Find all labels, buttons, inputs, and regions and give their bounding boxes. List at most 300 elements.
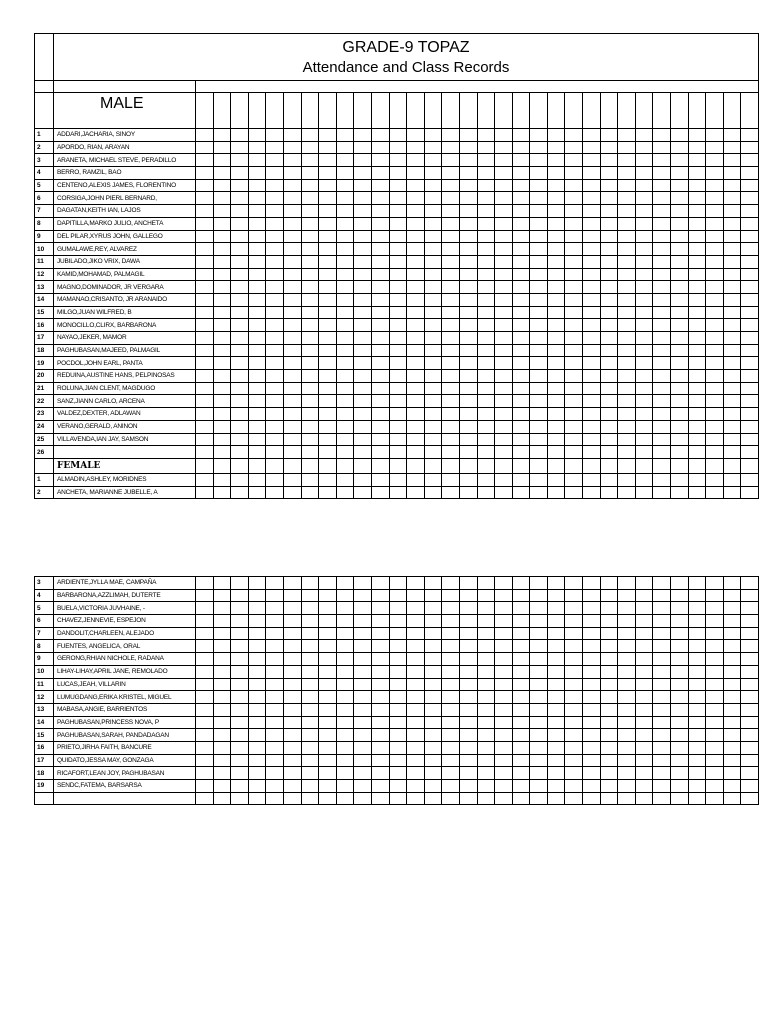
attendance-cell — [688, 370, 706, 383]
attendance-cell — [407, 577, 425, 590]
attendance-cell — [319, 640, 337, 653]
attendance-cell — [336, 486, 354, 499]
attendance-cell — [354, 741, 372, 754]
attendance-cell — [671, 395, 689, 408]
attendance-cell — [196, 129, 214, 142]
attendance-cell — [741, 370, 759, 383]
attendance-cell — [196, 408, 214, 421]
attendance-cell — [231, 729, 249, 742]
attendance-cell — [741, 344, 759, 357]
attendance-cell — [231, 167, 249, 180]
attendance-cell — [635, 293, 653, 306]
attendance-cell — [477, 93, 495, 129]
attendance-cell — [389, 473, 407, 486]
attendance-cell — [477, 293, 495, 306]
attendance-cell — [547, 268, 565, 281]
student-name: VERANO,GERALD, ANINON — [54, 420, 196, 433]
attendance-cell — [477, 729, 495, 742]
student-name: ADDARI,JACHARIA, SINOY — [54, 129, 196, 142]
male-section-label: MALE — [54, 93, 196, 129]
attendance-cell — [424, 357, 442, 370]
attendance-cell — [635, 395, 653, 408]
student-number: 26 — [35, 446, 54, 459]
student-number: 5 — [35, 179, 54, 192]
attendance-cell — [706, 382, 724, 395]
attendance-cell — [213, 230, 231, 243]
attendance-cell — [495, 486, 513, 499]
attendance-cell — [688, 602, 706, 615]
attendance-cell — [723, 344, 741, 357]
attendance-cell — [723, 370, 741, 383]
attendance-cell — [371, 446, 389, 459]
attendance-cell — [512, 741, 530, 754]
student-number: 3 — [35, 154, 54, 167]
attendance-cell — [477, 357, 495, 370]
attendance-cell — [319, 627, 337, 640]
attendance-cell — [266, 420, 284, 433]
attendance-cell — [741, 281, 759, 294]
attendance-cell — [407, 306, 425, 319]
attendance-cell — [530, 767, 548, 780]
attendance-cell — [477, 205, 495, 218]
sheet-title: GRADE-9 TOPAZ — [342, 38, 470, 56]
attendance-cell — [213, 602, 231, 615]
attendance-cell — [424, 243, 442, 256]
attendance-cell — [371, 741, 389, 754]
attendance-cell — [301, 268, 319, 281]
attendance-cell — [618, 382, 636, 395]
attendance-cell — [336, 640, 354, 653]
attendance-cell — [495, 217, 513, 230]
attendance-cell — [354, 408, 372, 421]
attendance-cell — [424, 154, 442, 167]
attendance-cell — [213, 754, 231, 767]
attendance-cell — [213, 589, 231, 602]
attendance-cell — [336, 703, 354, 716]
attendance-cell — [283, 458, 301, 473]
attendance-cell — [547, 382, 565, 395]
attendance-cell — [565, 370, 583, 383]
attendance-cell — [442, 357, 460, 370]
attendance-cell — [547, 716, 565, 729]
attendance-cell — [512, 716, 530, 729]
attendance-cell — [319, 217, 337, 230]
attendance-cell — [618, 741, 636, 754]
attendance-cell — [547, 486, 565, 499]
attendance-cell — [389, 691, 407, 704]
attendance-cell — [248, 446, 266, 459]
attendance-cell — [424, 395, 442, 408]
attendance-cell — [459, 703, 477, 716]
student-number: 22 — [35, 395, 54, 408]
attendance-cell — [354, 93, 372, 129]
attendance-cell — [213, 486, 231, 499]
attendance-cell — [283, 179, 301, 192]
attendance-cell — [442, 678, 460, 691]
attendance-cell — [495, 729, 513, 742]
attendance-cell — [371, 344, 389, 357]
attendance-cell — [266, 268, 284, 281]
attendance-cell — [319, 433, 337, 446]
attendance-cell — [477, 780, 495, 793]
attendance-cell — [371, 577, 389, 590]
attendance-cell — [653, 691, 671, 704]
attendance-cell — [530, 640, 548, 653]
attendance-cell — [635, 640, 653, 653]
attendance-cell — [477, 154, 495, 167]
attendance-cell — [635, 205, 653, 218]
attendance-cell — [336, 167, 354, 180]
attendance-cell — [583, 370, 601, 383]
attendance-cell — [231, 255, 249, 268]
attendance-cell — [231, 408, 249, 421]
student-number: 18 — [35, 344, 54, 357]
attendance-cell — [706, 357, 724, 370]
attendance-cell — [688, 741, 706, 754]
attendance-cell — [266, 281, 284, 294]
attendance-cell — [196, 589, 214, 602]
attendance-cell — [741, 255, 759, 268]
attendance-cell — [583, 627, 601, 640]
attendance-cell — [495, 243, 513, 256]
attendance-cell — [547, 408, 565, 421]
student-name: QUIDATO,JESSA MAY, GONZAGA — [54, 754, 196, 767]
attendance-cell — [653, 678, 671, 691]
attendance-cell — [196, 602, 214, 615]
student-row — [35, 486, 759, 499]
attendance-cell — [653, 141, 671, 154]
attendance-cell — [741, 179, 759, 192]
attendance-cell — [424, 255, 442, 268]
attendance-cell — [424, 230, 442, 243]
attendance-cell — [196, 243, 214, 256]
attendance-cell — [442, 716, 460, 729]
attendance-cell — [336, 433, 354, 446]
student-name: ROLUNA,JIAN CLENT, MAGDUGO — [54, 382, 196, 395]
blank-cell — [495, 792, 513, 805]
attendance-cell — [512, 268, 530, 281]
attendance-cell — [618, 205, 636, 218]
attendance-cell — [741, 767, 759, 780]
attendance-cell — [319, 230, 337, 243]
student-row — [35, 268, 759, 281]
attendance-cell — [301, 703, 319, 716]
attendance-cell — [354, 433, 372, 446]
attendance-cell — [547, 192, 565, 205]
attendance-cell — [741, 293, 759, 306]
attendance-cell — [213, 382, 231, 395]
attendance-cell — [583, 217, 601, 230]
attendance-cell — [459, 332, 477, 345]
attendance-cell — [618, 306, 636, 319]
attendance-cell — [512, 665, 530, 678]
attendance-cell — [600, 357, 618, 370]
attendance-cell — [618, 780, 636, 793]
attendance-cell — [565, 486, 583, 499]
attendance-cell — [231, 332, 249, 345]
blank-cell — [35, 81, 54, 93]
student-row — [35, 370, 759, 383]
attendance-cell — [671, 589, 689, 602]
attendance-cell — [248, 408, 266, 421]
attendance-cell — [583, 703, 601, 716]
student-number: 8 — [35, 640, 54, 653]
attendance-cell — [389, 754, 407, 767]
attendance-cell — [688, 230, 706, 243]
attendance-cell — [512, 729, 530, 742]
attendance-cell — [266, 716, 284, 729]
attendance-cell — [547, 93, 565, 129]
attendance-cell — [266, 678, 284, 691]
attendance-cell — [635, 179, 653, 192]
attendance-cell — [688, 319, 706, 332]
attendance-cell — [723, 729, 741, 742]
attendance-cell — [706, 754, 724, 767]
attendance-cell — [213, 154, 231, 167]
attendance-cell — [495, 458, 513, 473]
attendance-cell — [583, 141, 601, 154]
attendance-cell — [196, 382, 214, 395]
blank-cell — [266, 792, 284, 805]
attendance-cell — [512, 154, 530, 167]
attendance-cell — [688, 486, 706, 499]
attendance-cell — [671, 458, 689, 473]
attendance-cell — [336, 408, 354, 421]
attendance-cell — [653, 357, 671, 370]
attendance-cell — [688, 395, 706, 408]
student-name: FUENTES, ANGELICA, ORAL — [54, 640, 196, 653]
student-row — [35, 255, 759, 268]
attendance-cell — [583, 243, 601, 256]
attendance-cell — [407, 230, 425, 243]
student-row — [35, 716, 759, 729]
attendance-cell — [547, 741, 565, 754]
attendance-cell — [688, 192, 706, 205]
attendance-cell — [635, 577, 653, 590]
attendance-cell — [495, 179, 513, 192]
attendance-cell — [283, 473, 301, 486]
attendance-cell — [336, 665, 354, 678]
attendance-cell — [371, 729, 389, 742]
attendance-cell — [477, 382, 495, 395]
attendance-cell — [565, 167, 583, 180]
attendance-cell — [477, 129, 495, 142]
attendance-cell — [653, 217, 671, 230]
attendance-cell — [407, 205, 425, 218]
attendance-cell — [741, 640, 759, 653]
attendance-cell — [671, 293, 689, 306]
attendance-cell — [283, 691, 301, 704]
attendance-cell — [231, 602, 249, 615]
student-number: 24 — [35, 420, 54, 433]
attendance-cell — [495, 741, 513, 754]
attendance-cell — [407, 615, 425, 628]
attendance-cell — [688, 754, 706, 767]
attendance-cell — [266, 382, 284, 395]
attendance-cell — [671, 473, 689, 486]
attendance-cell — [231, 767, 249, 780]
attendance-cell — [706, 473, 724, 486]
attendance-cell — [196, 332, 214, 345]
attendance-cell — [565, 243, 583, 256]
attendance-cell — [336, 370, 354, 383]
attendance-cell — [583, 741, 601, 754]
attendance-cell — [301, 255, 319, 268]
attendance-cell — [600, 408, 618, 421]
attendance-cell — [371, 192, 389, 205]
attendance-cell — [389, 93, 407, 129]
attendance-cell — [583, 653, 601, 666]
attendance-cell — [283, 370, 301, 383]
attendance-cell — [301, 602, 319, 615]
attendance-cell — [459, 615, 477, 628]
attendance-cell — [389, 395, 407, 408]
attendance-cell — [389, 293, 407, 306]
attendance-cell — [706, 179, 724, 192]
attendance-cell — [723, 268, 741, 281]
attendance-cell — [213, 627, 231, 640]
attendance-cell — [301, 93, 319, 129]
attendance-cell — [600, 293, 618, 306]
attendance-cell — [600, 433, 618, 446]
attendance-cell — [248, 754, 266, 767]
student-row — [35, 615, 759, 628]
attendance-cell — [442, 230, 460, 243]
attendance-cell — [407, 408, 425, 421]
attendance-cell — [671, 780, 689, 793]
attendance-cell — [706, 154, 724, 167]
attendance-cell — [213, 192, 231, 205]
attendance-cell — [354, 767, 372, 780]
attendance-cell — [635, 473, 653, 486]
attendance-cell — [336, 395, 354, 408]
attendance-cell — [512, 627, 530, 640]
attendance-cell — [583, 577, 601, 590]
attendance-cell — [723, 754, 741, 767]
attendance-cell — [213, 703, 231, 716]
attendance-cell — [389, 344, 407, 357]
attendance-cell — [635, 703, 653, 716]
attendance-cell — [459, 293, 477, 306]
attendance-cell — [389, 433, 407, 446]
attendance-cell — [530, 627, 548, 640]
attendance-cell — [653, 420, 671, 433]
attendance-cell — [283, 486, 301, 499]
attendance-cell — [301, 741, 319, 754]
attendance-cell — [600, 332, 618, 345]
student-name — [54, 446, 196, 459]
attendance-cell — [196, 344, 214, 357]
attendance-cell — [407, 420, 425, 433]
attendance-cell — [283, 640, 301, 653]
attendance-cell — [196, 691, 214, 704]
attendance-cell — [301, 141, 319, 154]
attendance-cell — [354, 716, 372, 729]
student-row — [35, 729, 759, 742]
attendance-cell — [565, 754, 583, 767]
attendance-cell — [530, 729, 548, 742]
attendance-cell — [371, 217, 389, 230]
attendance-cell — [600, 754, 618, 767]
attendance-cell — [530, 281, 548, 294]
attendance-cell — [213, 446, 231, 459]
attendance-cell — [459, 319, 477, 332]
attendance-cell — [653, 332, 671, 345]
attendance-cell — [266, 754, 284, 767]
attendance-cell — [389, 665, 407, 678]
attendance-cell — [266, 691, 284, 704]
attendance-cell — [477, 433, 495, 446]
attendance-cell — [706, 230, 724, 243]
attendance-cell — [653, 319, 671, 332]
attendance-cell — [530, 678, 548, 691]
attendance-cell — [424, 589, 442, 602]
attendance-cell — [495, 281, 513, 294]
attendance-cell — [477, 589, 495, 602]
attendance-cell — [248, 154, 266, 167]
attendance-cell — [618, 653, 636, 666]
attendance-cell — [424, 306, 442, 319]
attendance-cell — [512, 446, 530, 459]
student-number: 19 — [35, 357, 54, 370]
attendance-cell — [653, 243, 671, 256]
attendance-cell — [706, 577, 724, 590]
attendance-cell — [688, 344, 706, 357]
attendance-cell — [723, 691, 741, 704]
blank-cell — [442, 792, 460, 805]
attendance-cell — [231, 192, 249, 205]
attendance-cell — [354, 217, 372, 230]
attendance-cell — [319, 473, 337, 486]
attendance-cell — [495, 691, 513, 704]
attendance-cell — [530, 217, 548, 230]
attendance-cell — [688, 473, 706, 486]
attendance-cell — [723, 382, 741, 395]
attendance-cell — [442, 703, 460, 716]
attendance-cell — [477, 141, 495, 154]
attendance-cell — [196, 141, 214, 154]
student-number: 15 — [35, 306, 54, 319]
attendance-cell — [741, 486, 759, 499]
blank-cell — [706, 792, 724, 805]
attendance-cell — [653, 653, 671, 666]
attendance-cell — [583, 154, 601, 167]
attendance-cell — [442, 473, 460, 486]
attendance-cell — [459, 420, 477, 433]
attendance-cell — [407, 129, 425, 142]
attendance-cell — [565, 332, 583, 345]
attendance-cell — [565, 780, 583, 793]
attendance-cell — [635, 678, 653, 691]
student-row — [35, 589, 759, 602]
attendance-cell — [706, 93, 724, 129]
attendance-cell — [671, 205, 689, 218]
student-name: LIHAY-LIHAY,APRIL JANE, REMOLADO — [54, 665, 196, 678]
attendance-cell — [618, 420, 636, 433]
attendance-cell — [688, 433, 706, 446]
attendance-cell — [371, 395, 389, 408]
attendance-cell — [635, 446, 653, 459]
attendance-cell — [266, 729, 284, 742]
attendance-cell — [653, 281, 671, 294]
attendance-cell — [266, 767, 284, 780]
attendance-cell — [336, 420, 354, 433]
attendance-cell — [600, 602, 618, 615]
blank-cell — [424, 792, 442, 805]
attendance-cell — [213, 167, 231, 180]
attendance-cell — [196, 577, 214, 590]
attendance-cell — [459, 281, 477, 294]
